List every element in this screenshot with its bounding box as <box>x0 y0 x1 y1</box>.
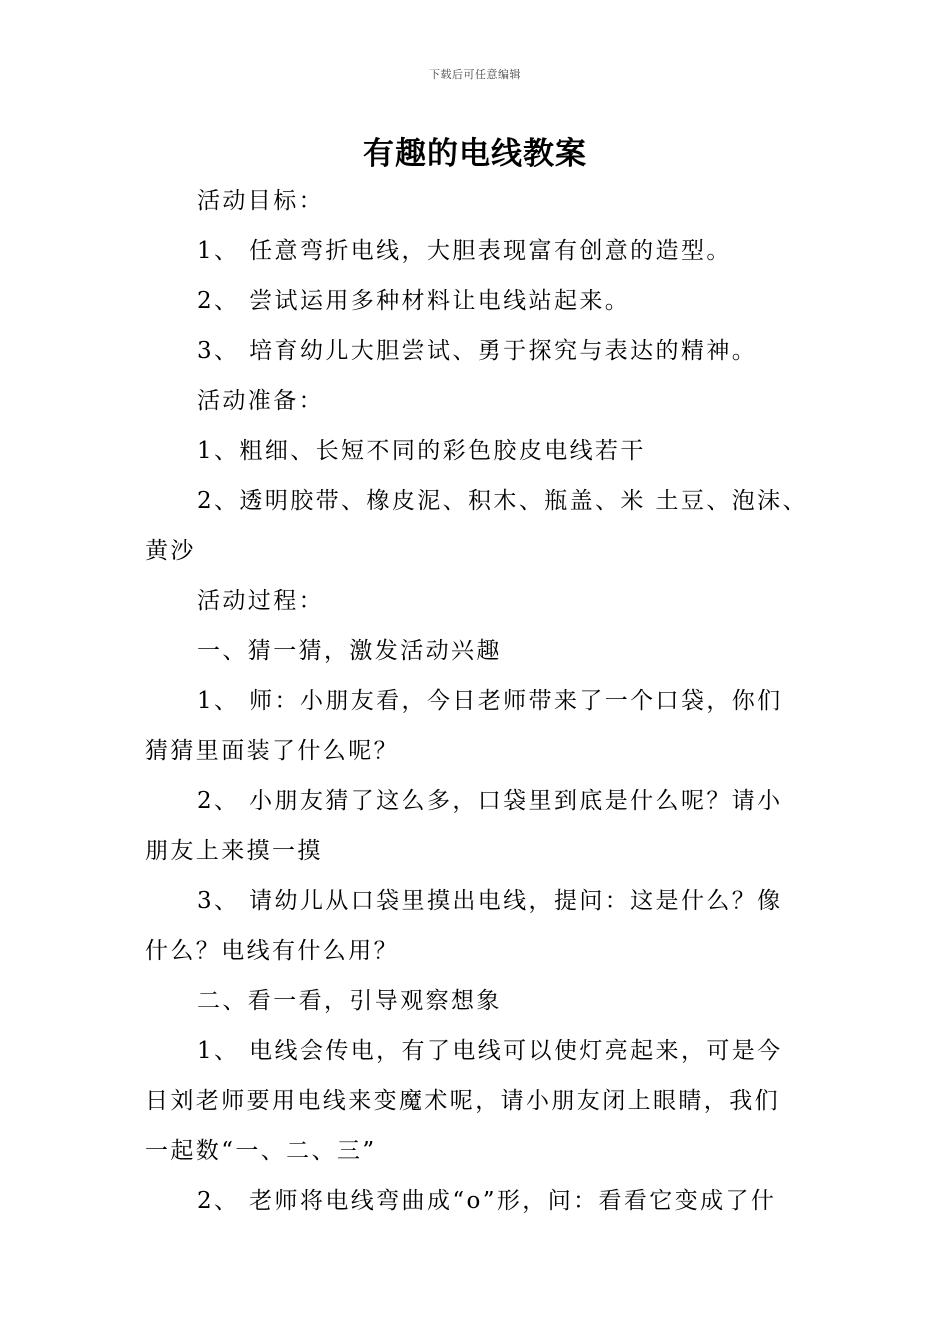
text-line: 1、 师：小朋友看，今日老师带来了一个口袋，你们 <box>197 688 783 714</box>
text-line: 3、 请幼儿从口袋里摸出电线，提问：这是什么？像 <box>197 888 783 914</box>
text-line: 活动过程： <box>197 588 324 614</box>
text-line: 活动准备： <box>197 388 324 414</box>
document-body <box>145 176 827 1226</box>
text-line: 2、透明胶带、橡皮泥、积木、瓶盖、米 土豆、泡沫、 <box>197 488 808 514</box>
text-line: 二、看一看，引导观察想象 <box>197 988 502 1014</box>
text-line: 3、 培育幼儿大胆尝试、勇于探究与表达的精神。 <box>197 338 758 364</box>
text-line: 一、猜一猜，激发活动兴趣 <box>197 638 502 664</box>
header-note: 下载后可任意编辑 <box>429 68 521 81</box>
text-line: 日刘老师要用电线来变魔术呢，请小朋友闭上眼睛，我们 <box>145 1088 780 1114</box>
document-title: 有趣的电线教案 <box>363 136 587 172</box>
text-line: 1、 任意弯折电线，大胆表现富有创意的造型。 <box>197 238 732 264</box>
text-line: 活动目标： <box>197 188 324 214</box>
text-line: 朋友上来摸一摸 <box>145 838 323 864</box>
text-line: 2、 老师将电线弯曲成“o”形，问：看看它变成了什 <box>197 1188 777 1214</box>
text-line: 2、 尝试运用多种材料让电线站起来。 <box>197 288 631 314</box>
text-line: 黄沙 <box>145 538 196 564</box>
text-line: 2、 小朋友猜了这么多，口袋里到底是什么呢？请小 <box>197 788 783 814</box>
text-line: 一起数“一、二、三” <box>145 1138 377 1164</box>
text-line: 1、 电线会传电，有了电线可以使灯亮起来，可是今 <box>197 1038 783 1064</box>
text-line: 1、粗细、长短不同的彩色胶皮电线若干 <box>197 438 646 464</box>
text-line: 什么？电线有什么用？ <box>145 938 399 964</box>
text-line: 猜猜里面装了什么呢？ <box>145 738 399 764</box>
